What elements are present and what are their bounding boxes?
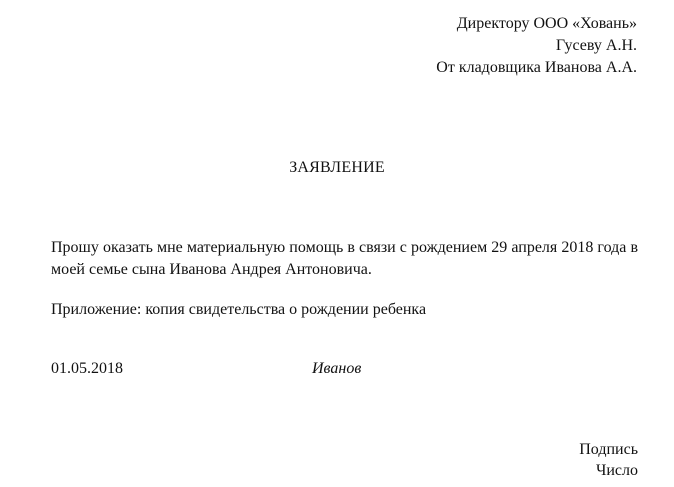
signature: Иванов bbox=[312, 360, 362, 377]
legend-block bbox=[579, 439, 638, 481]
addressee-block bbox=[436, 13, 637, 79]
legend-signature-label: Подпись bbox=[579, 441, 638, 458]
addressee-name-line: Гусеву А.Н. bbox=[555, 37, 637, 54]
document-date: 01.05.2018 bbox=[51, 360, 123, 377]
addressee-director-line: Директору ООО «Ховань» bbox=[456, 15, 637, 32]
document-title: ЗАЯВЛЕНИЕ bbox=[289, 159, 385, 176]
addressee-from-line: От кладовщика Иванова А.А. bbox=[436, 59, 637, 76]
request-paragraph: Прошу оказать мне материальную помощь в связи с рождением 29 апреля 2018 года в моей семье сына Иванова Андрея Антоновича. bbox=[51, 239, 638, 278]
attachment-line: Приложение: копия свидетельства о рождении ребенка bbox=[51, 301, 427, 318]
legend-date-label: Число bbox=[595, 462, 638, 479]
